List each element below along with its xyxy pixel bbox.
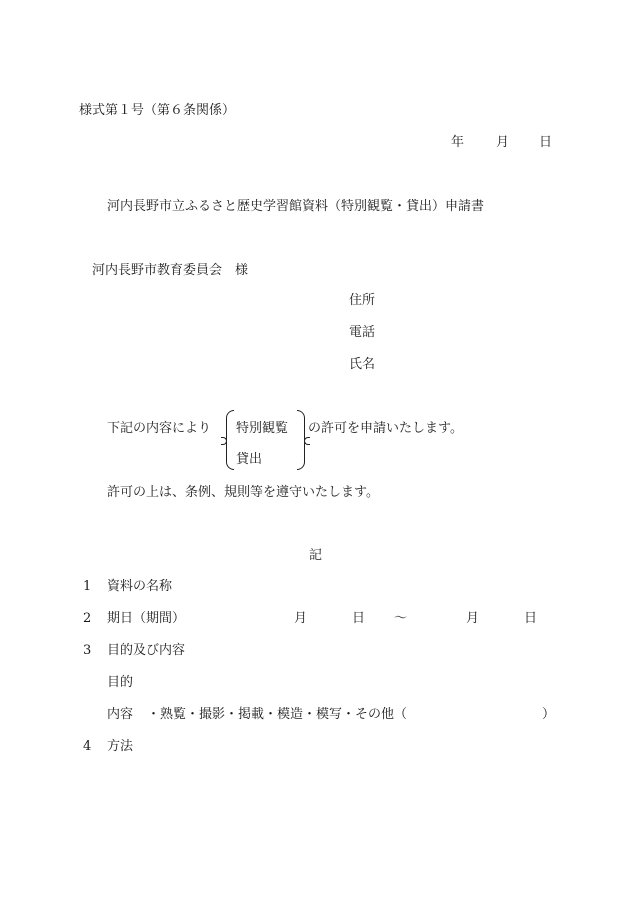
item-2-month: 月 (294, 611, 308, 626)
left-brace (226, 410, 234, 470)
item-3-label: 目的及び内容 (107, 643, 186, 658)
addressee: 河内長野市教育委員会 様 (92, 263, 249, 278)
item-3-close-paren: ） (542, 707, 556, 722)
date-month: 月 (496, 135, 510, 150)
right-brace (297, 410, 305, 470)
item-2-day: 日 (352, 611, 366, 626)
date-day: 日 (539, 135, 553, 150)
applicant-name-label: 氏名 (349, 357, 376, 372)
date-year: 年 (451, 135, 465, 150)
applicant-phone-label: 電話 (349, 325, 376, 340)
item-4-number: 4 (83, 739, 92, 754)
item-3-purpose-label: 目的 (107, 675, 134, 690)
request-suffix: の許可を申請いたします。 (308, 421, 463, 436)
item-2-number: 2 (83, 611, 92, 626)
item-1-label: 資料の名称 (107, 579, 173, 594)
item-3-content-label: 内容 (107, 707, 134, 722)
compliance-statement: 許可の上は、条例、規則等を遵守いたします。 (107, 485, 379, 500)
item-3-content-options: ・熟覧・撮影・掲載・模造・模写・その他（ (147, 707, 408, 722)
applicant-address-label: 住所 (349, 293, 376, 308)
document-title: 河内長野市立ふるさと歴史学習館資料（特別観覧・貸出）申請書 (107, 199, 485, 214)
item-1-number: 1 (83, 579, 92, 594)
item-2-tilde: ～ (394, 611, 408, 626)
item-4-label: 方法 (107, 739, 134, 754)
request-prefix: 下記の内容により (107, 421, 212, 436)
item-3-number: 3 (83, 643, 92, 658)
item-2-day-end: 日 (524, 611, 538, 626)
form-number: 様式第１号（第６条関係） (79, 103, 236, 118)
option-loan: 貸出 (236, 452, 263, 467)
item-2-month-end: 月 (466, 611, 480, 626)
ki-heading: 記 (309, 548, 323, 563)
option-special-viewing: 特別観覧 (236, 421, 289, 436)
item-2-label: 期日（期間） (107, 611, 186, 626)
